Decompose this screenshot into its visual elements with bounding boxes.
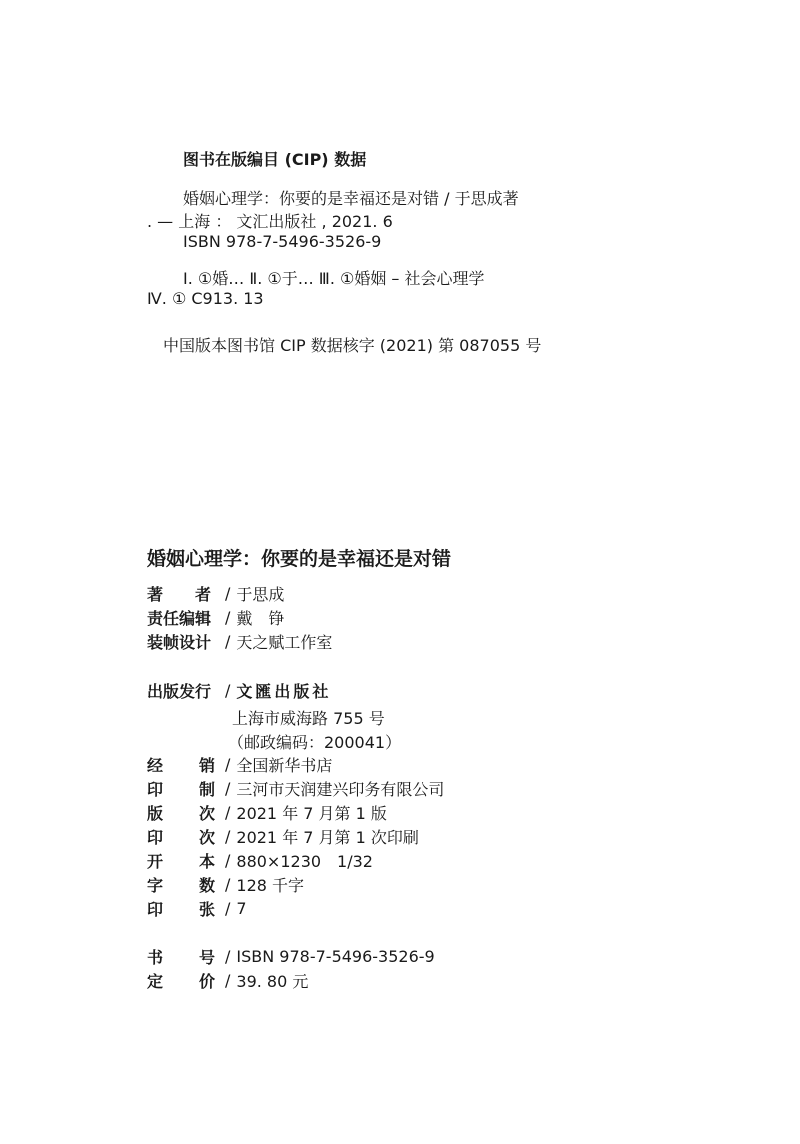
separator: / [225,898,231,918]
credit-value: 于思成 [236,584,285,604]
detail-label: 定 价 [147,971,215,991]
detail-value: 7 [236,898,247,918]
credit-label: 责任编辑 [147,608,212,628]
detail-row-isbn [147,945,435,967]
credit-value: 天之赋工作室 [236,632,333,652]
cip-isbn-line: ISBN 978-7-5496-3526-9 [183,232,382,251]
detail-label: 印 制 [147,779,215,799]
detail-label: 字 数 [147,875,215,895]
credit-label: 装帧设计 [147,632,212,652]
cip-heading: 图书在版编目 (CIP) 数据 [183,150,367,169]
cip-classification-line: Ⅳ. ① C913. 13 [147,289,264,308]
detail-value: 880×1230 1/32 [236,851,373,871]
publisher-name: 文匯出版社 [236,681,332,701]
separator: / [225,850,231,870]
separator: / [225,826,231,846]
cip-subject-line: Ⅰ. ①婚… Ⅱ. ①于… Ⅲ. ①婚姻 – 社会心理学 [183,269,485,288]
cip-publication-line: . — 上海 ： 文汇出版社 , 2021. 6 [147,212,393,231]
separator: / [225,631,231,651]
detail-label: 经 销 [147,755,215,775]
book-title: 婚姻心理学：你要的是幸福还是对错 [147,548,452,570]
detail-row-sheets [147,897,247,919]
detail-value: 2021 年 7 月第 1 版 [236,803,387,823]
cip-title-line: 婚姻心理学：你要的是幸福还是对错 / 于思成著 [183,189,519,208]
credit-row-author [147,582,284,604]
detail-value: 全国新华书店 [236,755,333,775]
credit-value: 戴 铮 [236,608,285,628]
separator: / [225,680,231,700]
detail-label: 印 次 [147,827,215,847]
detail-label: 开 本 [147,851,215,871]
detail-row-distributor [147,753,332,775]
cip-verification-line: 中国版本图书馆 CIP 数据核字 (2021) 第 087055 号 [163,336,542,355]
separator: / [225,802,231,822]
separator: / [225,778,231,798]
separator: / [225,754,231,774]
separator: / [225,874,231,894]
detail-value: 128 千字 [236,875,305,895]
detail-row-price [147,969,308,991]
separator: / [225,607,231,627]
publisher-label: 出版发行 [147,681,212,701]
publisher-postcode: （邮政编码：200041） [228,733,402,752]
detail-label: 版 次 [147,803,215,823]
credit-row-designer [147,630,332,652]
detail-row-printer [147,777,444,799]
separator: / [225,970,231,990]
detail-label: 印 张 [147,899,215,919]
detail-row-printing [147,825,419,847]
credit-row-editor [147,606,284,628]
detail-row-format [147,849,373,871]
detail-value: 2021 年 7 月第 1 次印刷 [236,827,419,847]
separator: / [225,946,231,966]
detail-value: 三河市天润建兴印务有限公司 [236,779,445,799]
detail-value: ISBN 978-7-5496-3526-9 [236,946,435,966]
detail-label: 书 号 [147,947,215,967]
credit-label: 著 者 [147,584,212,604]
detail-row-wordcount [147,873,304,895]
separator: / [225,583,231,603]
detail-value: 39. 80 元 [236,971,309,991]
publisher-row [147,679,331,701]
publisher-address: 上海市威海路 755 号 [232,709,385,728]
detail-row-edition [147,801,387,823]
